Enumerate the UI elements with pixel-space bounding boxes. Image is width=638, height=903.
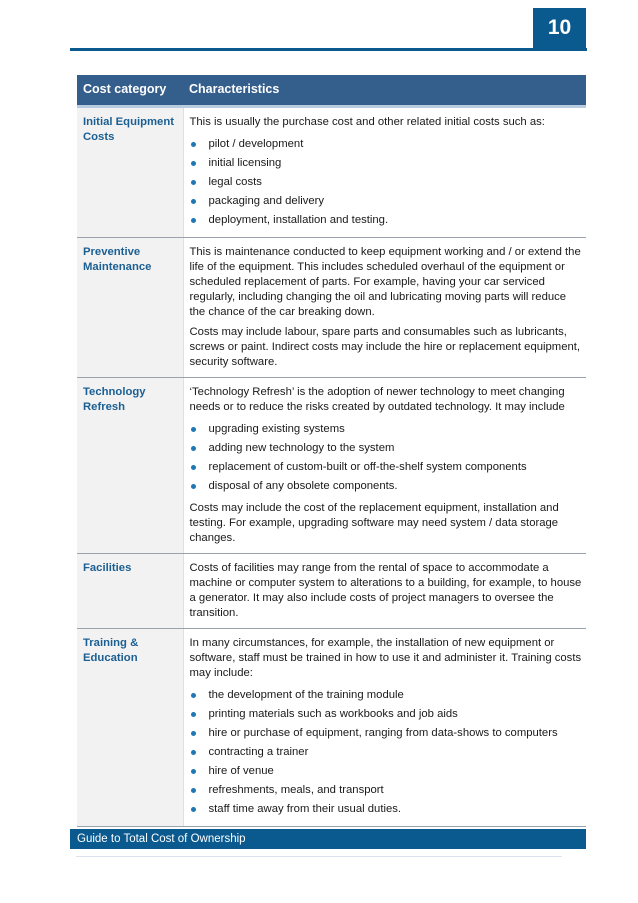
bullet-icon (191, 218, 196, 223)
paragraph: This is usually the purchase cost and other related initial costs such as: (189, 116, 545, 128)
cost-table (77, 75, 586, 827)
paragraph: ‘Technology Refresh’ is the adoption of newer technology to meet changing needs or to reduce the risks created by outdated technology. It may include (189, 386, 565, 413)
characteristics-cell (183, 107, 586, 238)
list-item (190, 192, 583, 211)
cost-category-cell: Preventive Maintenance (77, 238, 183, 378)
list-item-text: upgrading existing systems (208, 423, 345, 435)
list-item (190, 762, 583, 781)
characteristics-cell (183, 629, 586, 827)
list-item-text: printing materials such as workbooks and job aids (208, 708, 458, 720)
header-rule (70, 48, 587, 51)
footer-rule (76, 856, 562, 857)
table-row (77, 378, 586, 554)
table-row (77, 554, 586, 629)
list-item-text: staff time away from their usual duties. (208, 803, 402, 815)
cost-category-cell: Technology Refresh (77, 378, 183, 554)
list-item-text: hire of venue (208, 765, 274, 777)
bullet-icon (191, 788, 196, 793)
list-item-text: packaging and delivery (208, 195, 325, 207)
bullet-icon (191, 465, 196, 470)
list-item (190, 743, 583, 762)
table-row (77, 238, 586, 378)
list-item (190, 458, 583, 477)
list-item-text: refreshments, meals, and transport (208, 784, 384, 796)
cost-category-cell: Facilities (77, 554, 183, 629)
paragraph: Costs may include the cost of the replacement equipment, installation and testing. For example, upgrading software may need system / data storage changes. (189, 502, 559, 544)
list-item (190, 724, 583, 743)
list-item-text: contracting a trainer (208, 746, 309, 758)
footer-bar (70, 829, 586, 849)
list-item (190, 439, 583, 458)
bullet-icon (191, 142, 196, 147)
bullet-icon (191, 199, 196, 204)
paragraph: This is maintenance conducted to keep equipment working and / or extend the life of the equipment. This includes scheduled overhaul of the equipment or scheduled replacement of parts. For example, having your car serviced regularly, including changing the oil and lubricating moving parts will reduce the chance of the car breaking down. (189, 246, 581, 318)
list-item (190, 477, 583, 496)
list-item-text: legal costs (208, 176, 262, 188)
list-item (190, 705, 583, 724)
bullet-icon (191, 427, 196, 432)
bullet-list (190, 686, 583, 819)
header-characteristics: Characteristics (183, 75, 586, 107)
characteristics-cell (183, 238, 586, 378)
cost-category-cell: Initial Equipment Costs (77, 107, 183, 238)
list-item (190, 800, 583, 819)
bullet-icon (191, 484, 196, 489)
bullet-list (190, 420, 583, 496)
list-item-text: pilot / development (208, 138, 304, 150)
bullet-icon (191, 769, 196, 774)
footer-title: Guide to Total Cost of Ownership (77, 833, 246, 845)
list-item-text: replacement of custom-built or off-the-shelf system components (208, 461, 527, 473)
list-item-text: the development of the training module (208, 689, 404, 701)
bullet-icon (191, 731, 196, 736)
list-item (190, 211, 583, 230)
bullet-icon (191, 807, 196, 812)
bullet-icon (191, 712, 196, 717)
bullet-icon (191, 446, 196, 451)
list-item (190, 686, 583, 705)
bullet-icon (191, 161, 196, 166)
list-item-text: disposal of any obsolete components. (208, 480, 398, 492)
paragraph: Costs may include labour, spare parts and consumables such as lubricants, screws or paint. Indirect costs may include the hire or replacement equipment, security software. (189, 326, 581, 368)
bullet-icon (191, 693, 196, 698)
paragraph: In many circumstances, for example, the installation of new equipment or software, staff must be trained in how to use it and administer it. Training costs may include: (189, 637, 582, 679)
table-header-row (77, 75, 586, 107)
characteristics-cell (183, 554, 586, 629)
list-item (190, 420, 583, 439)
table-row (77, 107, 586, 238)
list-item-text: initial licensing (208, 157, 282, 169)
characteristics-cell (183, 378, 586, 554)
list-item-text: adding new technology to the system (208, 442, 395, 454)
list-item (190, 781, 583, 800)
list-item (190, 154, 583, 173)
list-item-text: deployment, installation and testing. (208, 214, 389, 226)
list-item (190, 135, 583, 154)
bullet-icon (191, 750, 196, 755)
bullet-list (190, 135, 583, 230)
cost-category-cell: Training & Education (77, 629, 183, 827)
list-item-text: hire or purchase of equipment, ranging from data-shows to computers (208, 727, 558, 739)
paragraph: Costs of facilities may range from the rental of space to accommodate a machine or computer system to alterations to a building, for example, to house a generator. It may also include costs of project managers to oversee the transition. (189, 562, 582, 619)
list-item (190, 173, 583, 192)
table-row (77, 629, 586, 827)
bullet-icon (191, 180, 196, 185)
page-number: 10 (533, 8, 586, 48)
header-cost-category: Cost category (77, 75, 183, 107)
